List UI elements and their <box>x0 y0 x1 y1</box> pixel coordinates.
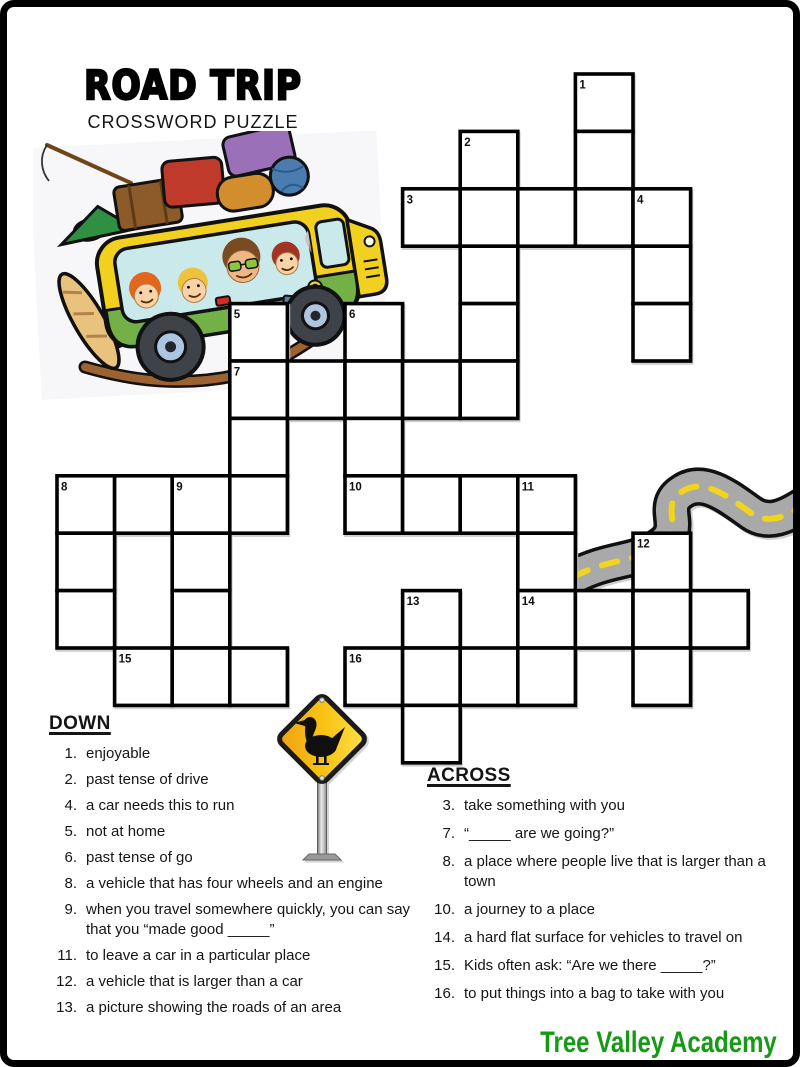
clue-item <box>427 928 800 948</box>
crossword-cell <box>691 591 749 648</box>
crossword-cell <box>403 476 461 533</box>
crossword-cell-number: 9 <box>176 481 183 494</box>
crossword-cell <box>230 648 288 705</box>
clue-item <box>49 796 415 816</box>
title-block <box>47 63 339 133</box>
crossword-cell-number: 7 <box>233 366 241 379</box>
clue-number: 5. <box>64 823 77 840</box>
clue-item <box>427 824 800 844</box>
clue-number: 8. <box>442 853 455 870</box>
crossword-cell <box>172 591 230 648</box>
clue-number: 7. <box>442 825 455 842</box>
clue-item <box>49 770 415 790</box>
crossword-cell <box>460 476 518 533</box>
clue-text: a hard flat surface for vehicles to travel on <box>464 929 743 946</box>
crossword-cell-number: 16 <box>349 653 362 666</box>
crossword-cell <box>230 476 288 533</box>
crossword-cell-number: 1 <box>579 79 586 92</box>
crossword-cell-number: 11 <box>521 481 534 494</box>
clue-text: Kids often ask: “Are we there _____?” <box>464 957 716 974</box>
crossword-cell-number: 6 <box>349 309 356 322</box>
crossword-cell <box>172 648 230 705</box>
clue-text: a car needs this to run <box>86 797 235 814</box>
crossword-cell <box>57 591 115 648</box>
clue-text: take something with you <box>464 797 625 814</box>
branding-text: Tree Valley Academy <box>540 1026 777 1059</box>
clue-item <box>427 852 800 892</box>
clue-number: 10. <box>434 901 455 918</box>
clue-number: 4. <box>64 797 77 814</box>
crossword-cell <box>518 189 576 246</box>
clue-number: 2. <box>64 771 77 788</box>
clue-number: 12. <box>56 973 77 990</box>
clue-text: to leave a car in a particular place <box>86 947 311 964</box>
crossword-cell <box>403 361 461 418</box>
across-heading: ACROSS <box>427 765 511 786</box>
crossword-cell <box>460 246 518 303</box>
clue-text: a place where people live that is larger than a town <box>464 853 766 890</box>
clue-item <box>49 900 415 940</box>
clue-text: past tense of drive <box>86 771 209 788</box>
clue-number: 8. <box>64 875 77 892</box>
crossword-cell <box>575 189 633 246</box>
crossword-cell-number: 2 <box>464 136 471 149</box>
clue-text: a vehicle that is larger than a car <box>86 973 303 990</box>
crossword-cell <box>633 591 691 648</box>
crossword-cell <box>460 304 518 361</box>
crossword-cell <box>230 418 288 475</box>
clue-number: 16. <box>434 985 455 1002</box>
clue-text: a picture showing the roads of an area <box>86 999 342 1016</box>
crossword-cell <box>460 648 518 705</box>
across-clue-list <box>427 796 800 1004</box>
clue-text: not at home <box>86 823 166 840</box>
crossword-cell-number: 13 <box>406 596 420 609</box>
crossword-cell-number: 12 <box>637 538 650 551</box>
crossword-cell-number: 10 <box>349 481 362 494</box>
crossword-cell <box>575 131 633 188</box>
crossword-cell <box>518 533 576 590</box>
clue-number: 3. <box>442 797 455 814</box>
clue-text: a journey to a place <box>464 901 595 918</box>
clue-number: 14. <box>434 929 455 946</box>
across-clues-section <box>427 765 800 1012</box>
clue-item <box>427 984 800 1004</box>
clue-number: 1. <box>64 745 77 762</box>
crossword-cell-number: 3 <box>406 194 414 207</box>
clue-text: when you travel somewhere quickly, you can say that you “made good _____” <box>86 901 411 938</box>
clue-item <box>427 900 800 920</box>
crossword-cell-number: 5 <box>233 309 241 322</box>
crossword-cell-number: 15 <box>118 653 132 666</box>
page-subtitle: CROSSWORD PUZZLE <box>87 112 299 132</box>
clue-number: 13. <box>56 999 77 1016</box>
crossword-cell <box>633 246 691 303</box>
down-clue-list <box>49 744 415 1018</box>
crossword-cell <box>460 189 518 246</box>
clue-number: 11. <box>57 947 77 964</box>
crossword-cell <box>403 648 461 705</box>
clue-item <box>49 874 415 894</box>
down-heading: DOWN <box>49 713 111 734</box>
clue-text: past tense of go <box>86 849 193 866</box>
crossword-cell <box>345 361 403 418</box>
clue-text: “_____ are we going?” <box>464 825 615 842</box>
crossword-cell <box>575 591 633 648</box>
crossword-cell <box>172 533 230 590</box>
crossword-cell <box>633 648 691 705</box>
clue-number: 15. <box>434 957 455 974</box>
crossword-cell <box>287 361 345 418</box>
crossword-cell <box>115 476 173 533</box>
clue-item <box>49 744 415 764</box>
clue-item <box>49 822 415 842</box>
crossword-cell <box>518 648 576 705</box>
crossword-cell <box>460 361 518 418</box>
clue-item <box>49 848 415 868</box>
page-title: ROAD TRIP <box>84 63 302 109</box>
clue-text: to put things into a bag to take with you <box>464 985 725 1002</box>
clue-text: a vehicle that has four wheels and an engine <box>86 875 383 892</box>
crossword-cell <box>57 533 115 590</box>
crossword-cell-number: 8 <box>61 481 68 494</box>
clue-item <box>427 796 800 816</box>
crossword-cell <box>633 304 691 361</box>
clue-number: 6. <box>64 849 77 866</box>
crossword-cell <box>345 418 403 475</box>
down-clues-section <box>49 713 415 1024</box>
clue-item <box>427 956 800 976</box>
clue-text: enjoyable <box>86 745 151 762</box>
crossword-cell-number: 14 <box>521 596 535 609</box>
clue-item <box>49 998 415 1018</box>
crossword-cell-number: 4 <box>637 194 644 207</box>
clue-item <box>49 972 415 992</box>
clue-number: 9. <box>64 901 77 918</box>
clue-item <box>49 946 415 966</box>
